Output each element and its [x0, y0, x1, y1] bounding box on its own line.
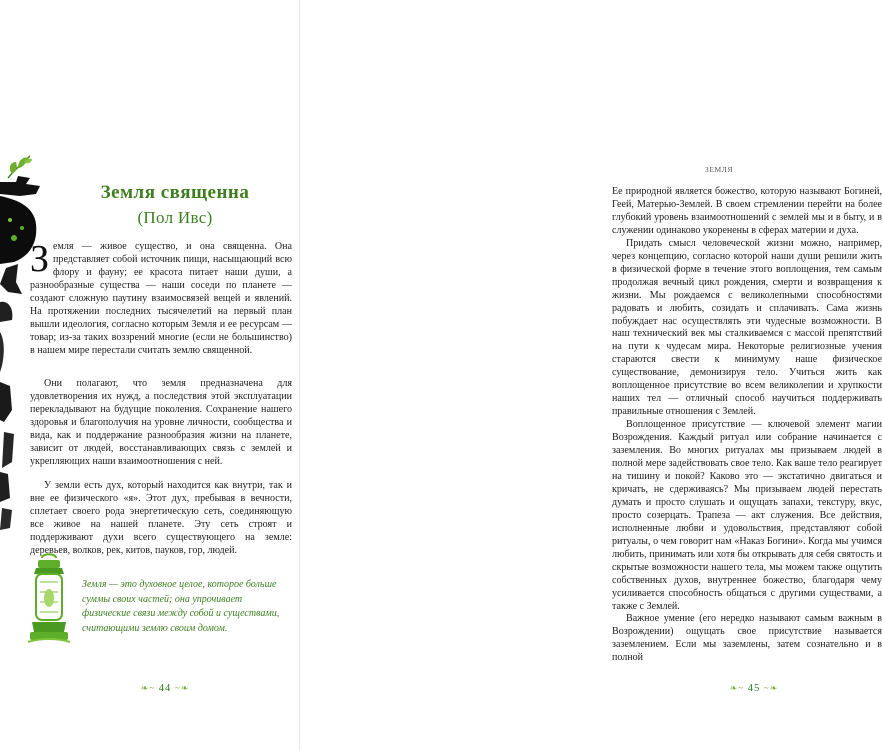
right-paragraph-4: Важное умение (его нередко называют самым важным в Возрождении) ощущать свое присутствие называется заземлением. Если мы заземлены, затем сознательно и в полной: [612, 613, 882, 664]
right-paragraph-2: Придать смысл человеческой жизни можно, например, через концепцию, согласно которой наши души решили жить в физической форме в течение этого воплощения, тем самым продолжая вечный цикл рождения, смерти и возвращения к жизни. Мы рождаемся с великолепными способностями радовать и любить, созидать и сплачивать. Сама жизнь побуждает нас осуществлять эти чудесные возможности. В наш технический век мы сталкиваемся с массой препятствий на пути к чудесам мира. Некоторые религиозные учения стараются свести к минимуму наше физическое существование, демонизируя тело. Учиться жить как воплощенное присутствие во всем великолепии и хрупкости наших тел — отличный способ научиться поддерживать правильные отношения с Землей.: [612, 237, 882, 418]
folio-ornament-icon: ❧~: [140, 683, 156, 693]
left-paragraph-2-block: [30, 378, 292, 469]
right-text-block: [612, 186, 882, 665]
right-paragraph-1: Ее природной является божество, которую называют Богиней, Геей, Матерью-Землей. В своем стремлении перейти на более глубокий уровень взаимоотношений с землей мы и в быту, и в служении одинаково укоренены в сферах материи и духа.: [612, 186, 882, 236]
folio-ornament-icon: ~❧: [174, 683, 190, 693]
folio-ornament-icon: ❧~: [729, 683, 745, 693]
left-paragraph-3: У земли есть дух, который находится как внутри, так и вне ее физического «я». Этот дух, пребывая в вечности, сплетает своего рода энергетическую сеть, соединяющую все живое на нашей планете. Эту сеть строят и поддерживают духи всего существующего на земле: деревьев, волков, рек, китов, пауков, гор, людей.: [30, 480, 292, 556]
right-page-number: 45: [747, 683, 761, 694]
chapter-title: Земля священна: [100, 182, 250, 203]
left-page-number: 44: [158, 683, 172, 694]
left-paragraph-1-block: [30, 238, 292, 358]
right-folio: [714, 683, 794, 694]
chapter-author: (Пол Ивс): [137, 208, 213, 227]
right-paragraph-3: Воплощенное присутствие — ключевой элемент магии Возрождения. Каждый ритуал или собрание начинается с заземления. Во многих ритуалах мы призываем людей в полной мере задействовать свое тело. Как ваше тело реагирует на тишину и покой? Каково это — экстатично двигаться и кричать, не сдерживаясь? Мы призываем людей перестать думать и просто слушать и ощущать запахи, текстуру, вкус, просто созерцать. Трапеза — акт служения. Все действия, исполненные любви и удовольствия, представляют собой ритуалы, о чем говорит нам «Наказ Богини». Когда мы учимся любить, принимать или хотя бы открывать для себя святость и скрытые возможности нашего тела, мы можем также ощутить собственных духов, внутреннее божество, благодаря чему усиливается способность общаться с другими существами, а также с Землей.: [612, 419, 882, 612]
pull-quote: Земля — это духовное целое, которое больше суммы своих частей; она упрочивает физические связи между собой и существами, считающими землю своим домом.: [82, 579, 280, 634]
drop-cap: З: [30, 238, 50, 280]
folio-ornament-icon: ~❧: [763, 683, 779, 693]
left-paragraph-1-text: емля — живое существо, и она священна. Она представляет собой источник пищи, насыщающий всю флору и фауну; ее красота питает наши души, а разнообразные существа — наши соседи по планете — создают сложную паутину взаимосвязей вещей и явлений. На протяжении последних тысячелетий на первый план вышли идеология, согласно которым Земля и ее ресурсам — товар; из-за таких воззрений многие (если не большинство) в нашем мире перестали считать землю священной.: [30, 241, 292, 356]
left-paragraph-3-block: [30, 480, 292, 558]
left-page: [0, 0, 300, 750]
left-folio: [125, 683, 205, 694]
right-page: [300, 0, 882, 750]
lantern-illustration: [26, 552, 72, 652]
running-head: ЗЕМЛЯ: [705, 165, 734, 174]
left-paragraph-1: [30, 238, 292, 358]
left-paragraph-2: Они полагают, что земля предназначена для удовлетворения их нужд, а последствия этой эксплуатации перекладывают на будущие поколения. Сохранение нашего здоровья и благополучия на уровне личности, сообщества и вида, как и поддержание разнообразия жизни на планете, зависит от людей, восстанавливающих связь с землей и укрепляющих наши взаимоотношения с ней.: [30, 378, 292, 467]
